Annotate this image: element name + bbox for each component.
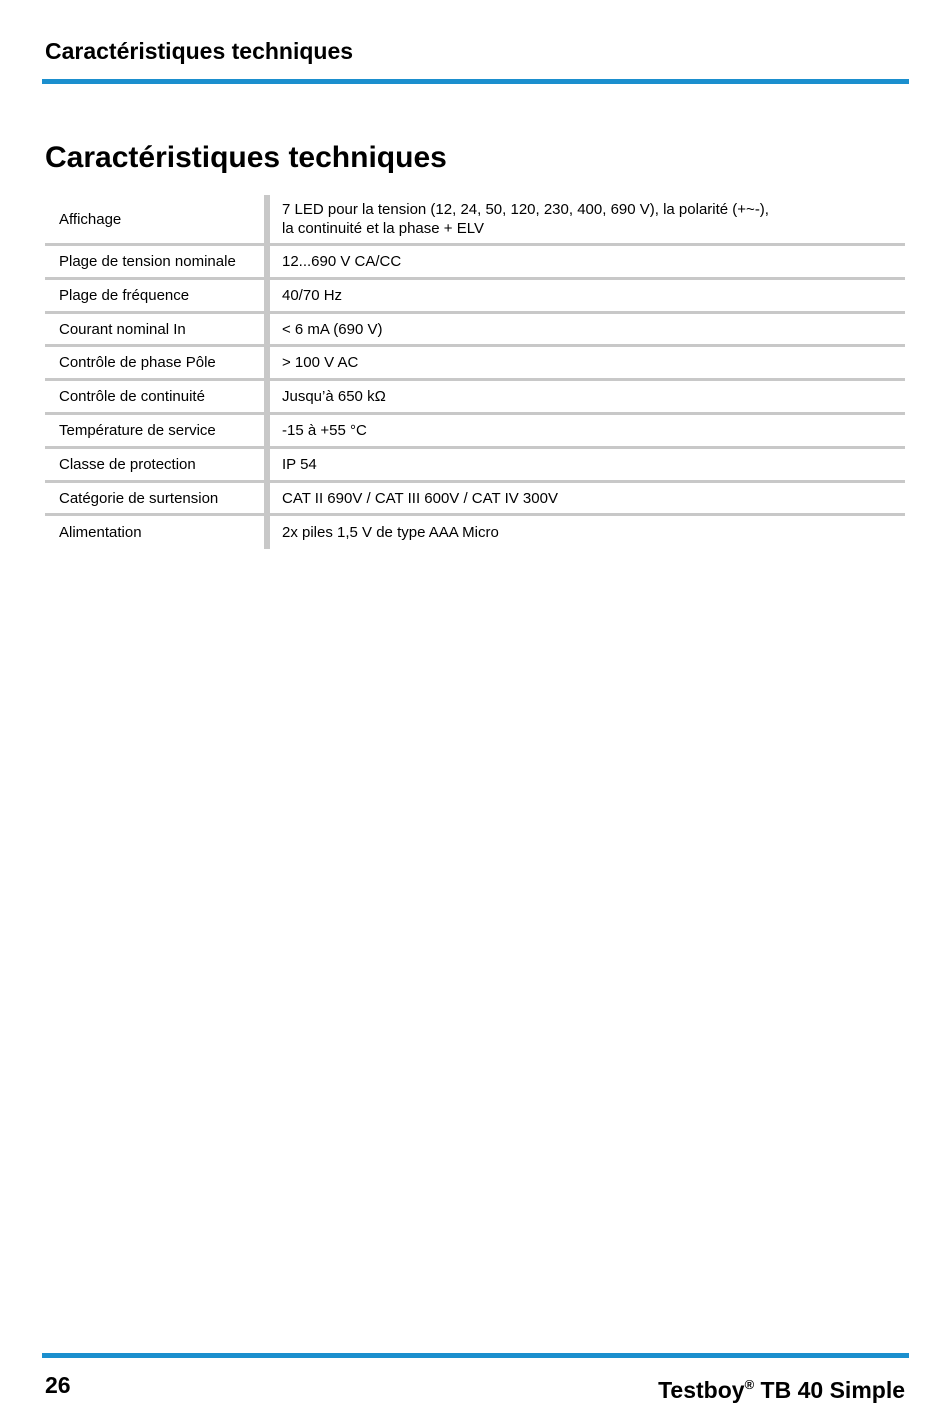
spec-label: Alimentation [59,524,142,541]
spec-row-voltage-range [45,246,905,280]
spec-value [270,483,905,513]
section-title: Caractéristiques techniques [45,141,447,174]
spec-label: Température de service [59,422,216,439]
spec-row-frequency-range [45,280,905,314]
spec-value-line: Jusqu’à 650 kΩ [282,388,386,405]
spec-value-line: 12...690 V CA/CC [282,253,402,270]
spec-row-protection-class [45,449,905,483]
spec-row-operating-temperature [45,415,905,449]
spec-label: Contrôle de phase Pôle [59,354,216,371]
spec-row-phase-check [45,347,905,381]
spec-value [270,195,905,243]
product-name [658,1370,905,1405]
spec-value [270,449,905,480]
spec-value-line: CAT II 690V / CAT III 600V / CAT IV 300V [282,489,558,507]
spec-row-overvoltage-category [45,483,905,516]
spec-label: Contrôle de continuité [59,388,205,405]
spec-label: Catégorie de surtension [59,489,219,507]
spec-value [270,246,905,277]
spec-value [270,415,905,446]
footer-rule [42,1353,909,1358]
spec-value-line: IP 54 [282,456,317,473]
spec-value [270,314,905,344]
spec-value [270,280,905,311]
brand-name: Testboy [658,1377,745,1403]
spec-label: Affichage [59,210,122,228]
spec-value [270,381,905,412]
spec-value-line: la continuité et la phase + ELV [282,220,484,237]
spec-row-power-supply [45,516,905,549]
spec-value-line: 40/70 Hz [282,287,343,304]
header-rule [42,79,909,84]
spec-value-line: > 100 V AC [282,354,359,371]
spec-value-line: 7 LED pour la tension (12, 24, 50, 120, 230, 400, 690 V), la polarité (+~-), [282,201,769,218]
spec-table [45,195,905,549]
spec-label: Plage de fréquence [59,287,190,304]
spec-label: Plage de tension nominale [59,253,236,270]
spec-label: Classe de protection [59,456,196,473]
spec-value-line: 2x piles 1,5 V de type AAA Micro [282,524,499,541]
spec-row-display [45,195,905,246]
spec-value-line: < 6 mA (690 V) [282,320,383,338]
spec-row-continuity-check [45,381,905,415]
spec-label: Courant nominal In [59,320,186,338]
running-header: Caractéristiques techniques [45,38,354,64]
model-name: TB 40 Simple [754,1377,905,1403]
registered-mark: ® [744,1377,755,1392]
spec-row-nominal-current [45,314,905,347]
spec-value [270,347,905,378]
spec-value-line: -15 à +55 °C [282,422,367,439]
page-number: 26 [45,1372,71,1398]
spec-value [270,516,905,549]
